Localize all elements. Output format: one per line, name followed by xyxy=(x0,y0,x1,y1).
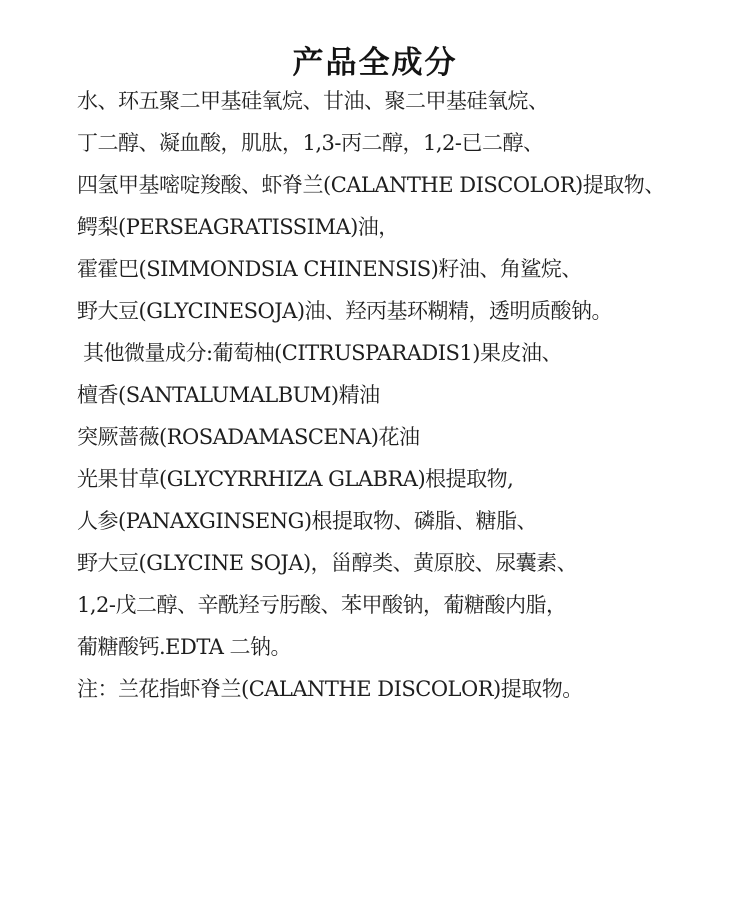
ingredient-line: 光果甘草(GLYCYRRHIZA GLABRA)根提取物, xyxy=(77,467,514,491)
ingredient-line: 野大豆(GLYCINE SOJA)，甾醇类、黄原胶、尿囊素、 xyxy=(77,551,578,575)
minor-ingredients-line: 其他微量成分:葡萄柚(CITRUSPARADIS1)果皮油、 xyxy=(83,341,562,365)
ingredient-line: 丁二醇、凝血酸，肌肽，1,3-丙二醇，1,2-已二醇、 xyxy=(77,131,544,155)
ingredient-line: 霍霍巴(SIMMONDSIA CHINENSIS)籽油、角鲨烷、 xyxy=(77,257,582,281)
ingredient-line: 人参(PANAXGINSENG)根提取物、磷脂、糖脂、 xyxy=(77,509,538,533)
ingredient-line: 野大豆(GLYCINESOJA)油、羟丙基环糊精，透明质酸钠。 xyxy=(77,299,613,323)
ingredient-line: 突厥蔷薇(ROSADAMASCENA)花油 xyxy=(77,425,420,449)
ingredient-line: 葡糖酸钙.EDTA 二钠。 xyxy=(77,635,292,659)
ingredient-line: 水、环五聚二甲基硅氧烷、甘油、聚二甲基硅氧烷、 xyxy=(77,89,549,113)
ingredient-line: 1,2-戊二醇、辛酰羟亏肟酸、苯甲酸钠，葡糖酸内脂， xyxy=(77,593,567,617)
ingredient-line: 檀香(SANTALUMALBUM)精油 xyxy=(77,383,380,407)
page-title: 产品全成分 xyxy=(292,44,458,81)
ingredient-list xyxy=(77,80,737,710)
ingredient-line: 四氢甲基嘧啶羧酸、虾脊兰(CALANTHE DISCOLOR)提取物、 xyxy=(77,173,665,197)
ingredient-line: 鳄梨(PERSEAGRATISSIMA)油， xyxy=(77,215,399,239)
note-line: 注：兰花指虾脊兰(CALANTHE DISCOLOR)提取物。 xyxy=(77,677,583,701)
